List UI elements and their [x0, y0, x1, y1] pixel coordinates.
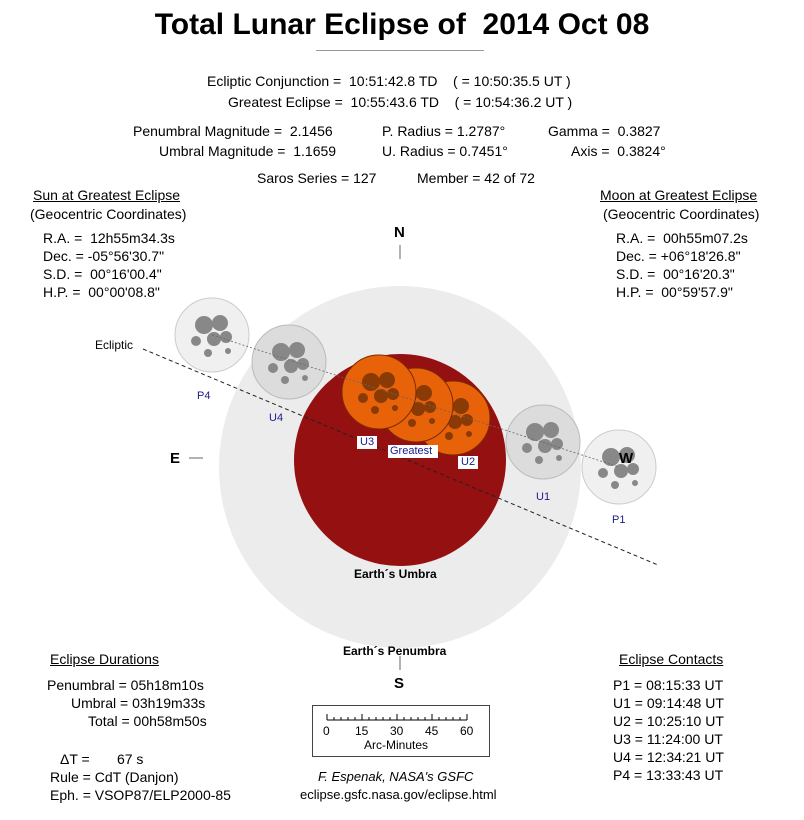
sun-hp: H.P. = 00°00'08.8" [43, 284, 160, 300]
contact-u2: U2 = 10:25:10 UT [613, 713, 724, 729]
sun-subheading: (Geocentric Coordinates) [30, 206, 187, 222]
direction-south: S [394, 675, 405, 692]
moon-dec: Dec. = +06°18'26.8" [616, 248, 741, 264]
umbra-label: Earth´s Umbra [354, 567, 437, 581]
u-radius: U. Radius = 0.7451° [382, 143, 508, 159]
gamma: Gamma = 0.3827 [548, 123, 661, 139]
rule: Rule = CdT (Danjon) [50, 769, 179, 785]
contact-u3: U3 = 11:24:00 UT [613, 731, 723, 747]
credit-url[interactable]: eclipse.gsfc.nasa.gov/eclipse.html [300, 787, 497, 802]
label-u3: U3 [360, 436, 375, 448]
greatest-eclipse: Greatest Eclipse = 10:55:43.6 TD ( = 10:54:36.2 UT ) [228, 94, 573, 110]
moon-sd: S.D. = 00°16'20.3" [616, 266, 735, 282]
sun-ra: R.A. = 12h55m34.3s [43, 230, 175, 246]
sun-heading: Sun at Greatest Eclipse [33, 187, 181, 203]
contact-u4: U4 = 12:34:21 UT [613, 749, 724, 765]
credit-author: F. Espenak, NASA's GSFC [318, 769, 474, 784]
scale-tick-15: 15 [355, 724, 369, 738]
p-radius: P. Radius = 1.2787° [382, 123, 506, 139]
contact-p4: P4 = 13:33:43 UT [613, 767, 724, 783]
saros-series: Saros Series = 127 [257, 170, 377, 186]
contact-p1: P1 = 08:15:33 UT [613, 677, 724, 693]
scale-label: Arc-Minutes [364, 738, 429, 752]
axis: Axis = 0.3824° [571, 143, 666, 159]
label-u4: U4 [269, 412, 284, 424]
sun-sd: S.D. = 00°16'00.4" [43, 266, 162, 282]
direction-east: E [170, 450, 181, 467]
scale-tick-0: 0 [323, 724, 330, 738]
durations-heading: Eclipse Durations [50, 651, 159, 667]
page-title: Total Lunar Eclipse of 2014 Oct 08 [154, 8, 650, 41]
umbral-magnitude: Umbral Magnitude = 1.1659 [159, 143, 337, 159]
contact-u1: U1 = 09:14:48 UT [613, 695, 724, 711]
penumbra-label: Earth´s Penumbra [343, 644, 447, 658]
scale-tick-30: 30 [390, 724, 404, 738]
moon-subheading: (Geocentric Coordinates) [603, 206, 760, 222]
label-p1: P1 [612, 514, 626, 526]
scale-tick-45: 45 [425, 724, 439, 738]
duration-umbral: Umbral = 03h19m33s [71, 695, 206, 711]
ephemeris: Eph. = VSOP87/ELP2000-85 [50, 787, 231, 803]
label-u1: U1 [536, 491, 551, 503]
moon-hp: H.P. = 00°59'57.9" [616, 284, 733, 300]
sun-dec: Dec. = -05°56'30.7" [43, 248, 165, 264]
scale-tick-60: 60 [460, 724, 474, 738]
saros-member: Member = 42 of 72 [417, 170, 535, 186]
label-u2: U2 [461, 456, 476, 468]
ecliptic-label: Ecliptic [95, 338, 134, 352]
duration-total: Total = 00h58m50s [88, 713, 207, 729]
moon-ra: R.A. = 00h55m07.2s [616, 230, 748, 246]
label-greatest: Greatest [390, 445, 433, 457]
delta-t: ΔT = 67 s [60, 751, 144, 767]
label-p4: P4 [197, 390, 211, 402]
direction-west: W [619, 450, 634, 467]
direction-north: N [394, 224, 405, 241]
penumbral-magnitude: Penumbral Magnitude = 2.1456 [133, 123, 333, 139]
moon-heading: Moon at Greatest Eclipse [600, 187, 758, 203]
contacts-heading: Eclipse Contacts [619, 651, 724, 667]
ecliptic-conjunction: Ecliptic Conjunction = 10:51:42.8 TD ( = 10:50:35.5 UT ) [207, 73, 571, 89]
duration-penumbral: Penumbral = 05h18m10s [47, 677, 204, 693]
